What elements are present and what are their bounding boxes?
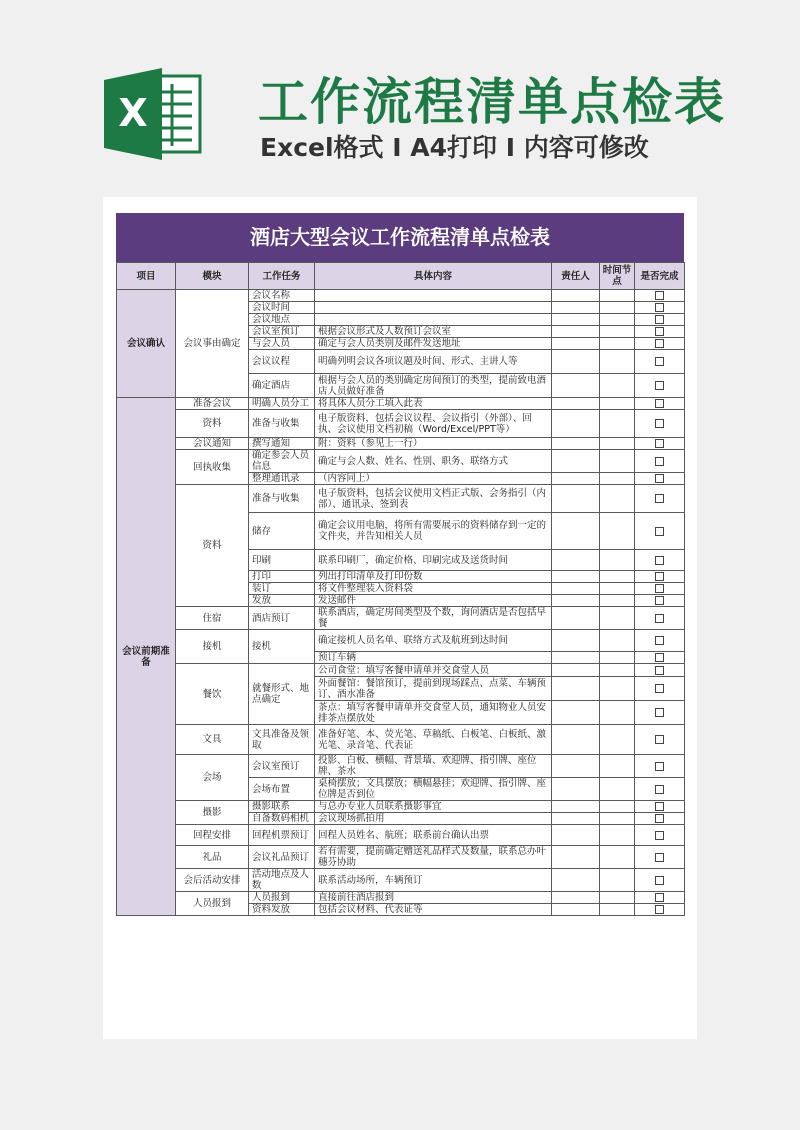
owner-cell[interactable] bbox=[552, 630, 600, 652]
deadline-cell[interactable] bbox=[600, 825, 635, 846]
done-checkbox[interactable] bbox=[655, 357, 664, 366]
excel-icon bbox=[100, 62, 204, 166]
content-cell: 确定会议用电脑，将所有需要展示的资料储存到一定的文件夹，并告知相关人员 bbox=[315, 513, 552, 550]
task-cell: 会议时间 bbox=[249, 302, 315, 314]
owner-cell[interactable] bbox=[552, 302, 600, 314]
owner-cell[interactable] bbox=[552, 583, 600, 595]
done-checkbox[interactable] bbox=[655, 399, 664, 408]
deadline-cell[interactable] bbox=[600, 350, 635, 374]
done-checkbox[interactable] bbox=[655, 584, 664, 593]
done-cell bbox=[635, 755, 685, 778]
table-row bbox=[117, 438, 685, 450]
task-cell: 自备数码相机 bbox=[249, 813, 315, 825]
deadline-cell[interactable] bbox=[600, 813, 635, 825]
module-cell: 资料 bbox=[176, 410, 249, 438]
content-cell: 明确列明会议各项议题及时间、形式、主讲人等 bbox=[315, 350, 552, 374]
table-title-banner: 酒店大型会议工作流程清单点检表 bbox=[116, 213, 684, 262]
table-row bbox=[117, 607, 685, 630]
table-row bbox=[117, 869, 685, 892]
owner-cell[interactable] bbox=[552, 571, 600, 583]
content-cell: 电子版资料，包括会议议程、会议指引（外部）、回执、会议使用文档初稿（Word/Excel/PPT等） bbox=[315, 410, 552, 438]
done-checkbox[interactable] bbox=[655, 802, 664, 811]
task-cell: 回程机票预订 bbox=[249, 825, 315, 846]
module-cell: 回程安排 bbox=[176, 825, 249, 846]
done-checkbox[interactable] bbox=[655, 814, 664, 823]
done-cell bbox=[635, 664, 685, 677]
done-checkbox[interactable] bbox=[655, 762, 664, 771]
content-cell: 会议现场抓拍用 bbox=[315, 813, 552, 825]
col-header-project: 项目 bbox=[117, 263, 176, 290]
done-checkbox[interactable] bbox=[655, 303, 664, 312]
owner-cell[interactable] bbox=[552, 892, 600, 904]
done-cell bbox=[635, 701, 685, 725]
content-cell: 联系活动场所，车辆预订 bbox=[315, 869, 552, 892]
deadline-cell[interactable] bbox=[600, 550, 635, 571]
content-cell: （内容同上） bbox=[315, 473, 552, 485]
task-cell: 酒店预订 bbox=[249, 607, 315, 630]
owner-cell[interactable] bbox=[552, 450, 600, 473]
table-row bbox=[117, 630, 685, 652]
table-header-row bbox=[117, 263, 685, 290]
owner-cell[interactable] bbox=[552, 410, 600, 438]
table-row bbox=[117, 410, 685, 438]
owner-cell[interactable] bbox=[552, 485, 600, 513]
done-checkbox[interactable] bbox=[655, 876, 664, 885]
content-cell: 预订车辆 bbox=[315, 652, 552, 664]
done-checkbox[interactable] bbox=[655, 339, 664, 348]
col-header-module: 模块 bbox=[176, 263, 249, 290]
module-cell: 会议通知 bbox=[176, 438, 249, 450]
task-cell: 打印 bbox=[249, 571, 315, 583]
col-header-content: 具体内容 bbox=[315, 263, 552, 290]
task-cell: 摄影联系 bbox=[249, 801, 315, 813]
task-cell: 明确人员分工 bbox=[249, 398, 315, 410]
done-cell bbox=[635, 550, 685, 571]
done-cell bbox=[635, 892, 685, 904]
content-cell: 电子版资料，包括会议使用文档正式版、会务指引（内部）、通讯录、签到表 bbox=[315, 485, 552, 513]
content-cell: 联系酒店，确定房间类型及个数，询问酒店是否包括早餐 bbox=[315, 607, 552, 630]
owner-cell[interactable] bbox=[552, 473, 600, 485]
task-cell: 发放 bbox=[249, 595, 315, 607]
deadline-cell[interactable] bbox=[600, 595, 635, 607]
table-row bbox=[117, 892, 685, 904]
content-cell: 联系印刷厂，确定价格、印刷完成及送货时间 bbox=[315, 550, 552, 571]
task-cell: 装订 bbox=[249, 583, 315, 595]
deadline-cell[interactable] bbox=[600, 450, 635, 473]
owner-cell[interactable] bbox=[552, 652, 600, 664]
done-cell bbox=[635, 595, 685, 607]
done-checkbox[interactable] bbox=[655, 572, 664, 581]
owner-cell[interactable] bbox=[552, 607, 600, 630]
owner-cell[interactable] bbox=[552, 846, 600, 869]
done-checkbox[interactable] bbox=[655, 735, 664, 744]
checklist-table bbox=[116, 262, 685, 916]
owner-cell[interactable] bbox=[552, 778, 600, 801]
checklist-table-container bbox=[116, 213, 684, 916]
done-checkbox[interactable] bbox=[655, 853, 664, 862]
module-cell: 住宿 bbox=[176, 607, 249, 630]
deadline-cell[interactable] bbox=[600, 438, 635, 450]
done-checkbox[interactable] bbox=[655, 527, 664, 536]
table-body bbox=[117, 290, 685, 916]
deadline-cell[interactable] bbox=[600, 398, 635, 410]
col-header-deadline: 时间节点 bbox=[600, 263, 635, 290]
owner-cell[interactable] bbox=[552, 725, 600, 755]
owner-cell[interactable] bbox=[552, 374, 600, 398]
done-cell bbox=[635, 607, 685, 630]
project-cell: 会议前期准备 bbox=[117, 398, 176, 916]
deadline-cell[interactable] bbox=[600, 338, 635, 350]
done-cell bbox=[635, 398, 685, 410]
owner-cell[interactable] bbox=[552, 513, 600, 550]
task-cell: 就餐形式、地点确定 bbox=[249, 664, 315, 725]
page-title: 工作流程清单点检表 bbox=[258, 73, 726, 131]
task-cell: 准备与收集 bbox=[249, 410, 315, 438]
done-cell bbox=[635, 410, 685, 438]
done-checkbox[interactable] bbox=[655, 439, 664, 448]
deadline-cell[interactable] bbox=[600, 473, 635, 485]
deadline-cell[interactable] bbox=[600, 846, 635, 869]
task-cell: 人员报到 bbox=[249, 892, 315, 904]
content-cell: 确定与会人数、姓名、性别、职务、联络方式 bbox=[315, 450, 552, 473]
done-cell bbox=[635, 652, 685, 664]
owner-cell[interactable] bbox=[552, 701, 600, 725]
hero-header bbox=[0, 0, 800, 200]
project-cell: 会议确认 bbox=[117, 290, 176, 398]
done-checkbox[interactable] bbox=[655, 785, 664, 794]
module-cell: 接机 bbox=[176, 630, 249, 664]
done-checkbox[interactable] bbox=[655, 831, 664, 840]
content-cell: 确定接机人员名单、联络方式及航班到达时间 bbox=[315, 630, 552, 652]
content-cell: 将文件整理装入资料袋 bbox=[315, 583, 552, 595]
deadline-cell[interactable] bbox=[600, 725, 635, 755]
owner-cell[interactable] bbox=[552, 755, 600, 778]
owner-cell[interactable] bbox=[552, 338, 600, 350]
owner-cell[interactable] bbox=[552, 290, 600, 302]
content-cell bbox=[315, 314, 552, 326]
content-cell: 与总办专业人员联系摄影事宜 bbox=[315, 801, 552, 813]
deadline-cell[interactable] bbox=[600, 314, 635, 326]
deadline-cell[interactable] bbox=[600, 290, 635, 302]
module-cell: 文具 bbox=[176, 725, 249, 755]
table-row bbox=[117, 485, 685, 513]
owner-cell[interactable] bbox=[552, 664, 600, 677]
deadline-cell[interactable] bbox=[600, 485, 635, 513]
table-row bbox=[117, 755, 685, 778]
deadline-cell[interactable] bbox=[600, 302, 635, 314]
done-checkbox[interactable] bbox=[655, 474, 664, 483]
done-cell bbox=[635, 314, 685, 326]
content-cell: 直接前往酒店报到 bbox=[315, 892, 552, 904]
content-cell: 确定与会人员类别及邮件发送地址 bbox=[315, 338, 552, 350]
deadline-cell[interactable] bbox=[600, 513, 635, 550]
done-cell bbox=[635, 778, 685, 801]
deadline-cell[interactable] bbox=[600, 904, 635, 916]
excel-icon-letter: X bbox=[118, 91, 148, 135]
owner-cell[interactable] bbox=[552, 314, 600, 326]
document-sheet bbox=[103, 197, 697, 1039]
owner-cell[interactable] bbox=[552, 438, 600, 450]
content-cell bbox=[315, 302, 552, 314]
content-cell: 列出打印清单及打印份数 bbox=[315, 571, 552, 583]
done-checkbox[interactable] bbox=[655, 893, 664, 902]
owner-cell[interactable] bbox=[552, 350, 600, 374]
done-checkbox[interactable] bbox=[655, 708, 664, 717]
table-row bbox=[117, 846, 685, 869]
deadline-cell[interactable] bbox=[600, 607, 635, 630]
deadline-cell[interactable] bbox=[600, 630, 635, 652]
task-cell: 确定酒店 bbox=[249, 374, 315, 398]
content-cell: 根据与会人员的类别确定房间预订的类型，提前致电酒店人员做好准备 bbox=[315, 374, 552, 398]
col-header-owner: 责任人 bbox=[552, 263, 600, 290]
module-cell: 准备会议 bbox=[176, 398, 249, 410]
done-cell bbox=[635, 350, 685, 374]
content-cell bbox=[315, 290, 552, 302]
task-cell: 会议名称 bbox=[249, 290, 315, 302]
content-cell: 公司食堂：填写客餐申请单并交食堂人员 bbox=[315, 664, 552, 677]
task-cell: 会议室预订 bbox=[249, 755, 315, 778]
content-cell: 投影、白板、横幅、背景墙、欢迎牌、指引牌、座位牌、茶水 bbox=[315, 755, 552, 778]
task-cell: 会议议程 bbox=[249, 350, 315, 374]
task-cell: 会场布置 bbox=[249, 778, 315, 801]
done-checkbox[interactable] bbox=[655, 666, 664, 675]
module-cell: 会后活动安排 bbox=[176, 869, 249, 892]
deadline-cell[interactable] bbox=[600, 892, 635, 904]
deadline-cell[interactable] bbox=[600, 677, 635, 701]
owner-cell[interactable] bbox=[552, 801, 600, 813]
done-cell bbox=[635, 473, 685, 485]
col-header-done: 是否完成 bbox=[635, 263, 685, 290]
done-checkbox[interactable] bbox=[655, 684, 664, 693]
done-checkbox[interactable] bbox=[655, 596, 664, 605]
done-cell bbox=[635, 630, 685, 652]
page-subtitle: Excel格式 I A4打印 I 内容可修改 bbox=[260, 133, 649, 162]
done-cell bbox=[635, 485, 685, 513]
owner-cell[interactable] bbox=[552, 326, 600, 338]
done-checkbox[interactable] bbox=[655, 905, 664, 914]
deadline-cell[interactable] bbox=[600, 801, 635, 813]
table-row bbox=[117, 725, 685, 755]
deadline-cell[interactable] bbox=[600, 664, 635, 677]
deadline-cell[interactable] bbox=[600, 374, 635, 398]
done-cell bbox=[635, 677, 685, 701]
done-checkbox[interactable] bbox=[655, 291, 664, 300]
deadline-cell[interactable] bbox=[600, 755, 635, 778]
done-cell bbox=[635, 302, 685, 314]
owner-cell[interactable] bbox=[552, 398, 600, 410]
done-checkbox[interactable] bbox=[655, 614, 664, 623]
done-cell bbox=[635, 571, 685, 583]
deadline-cell[interactable] bbox=[600, 326, 635, 338]
deadline-cell[interactable] bbox=[600, 869, 635, 892]
done-cell bbox=[635, 326, 685, 338]
done-cell bbox=[635, 290, 685, 302]
done-cell bbox=[635, 583, 685, 595]
owner-cell[interactable] bbox=[552, 550, 600, 571]
owner-cell[interactable] bbox=[552, 677, 600, 701]
done-checkbox[interactable] bbox=[655, 457, 664, 466]
done-cell bbox=[635, 450, 685, 473]
task-cell: 会议地点 bbox=[249, 314, 315, 326]
owner-cell[interactable] bbox=[552, 825, 600, 846]
content-cell: 将具体人员分工填入此表 bbox=[315, 398, 552, 410]
task-cell: 印刷 bbox=[249, 550, 315, 571]
content-cell: 发送邮件 bbox=[315, 595, 552, 607]
task-cell: 文具准备及领取 bbox=[249, 725, 315, 755]
module-cell: 回执收集 bbox=[176, 450, 249, 485]
deadline-cell[interactable] bbox=[600, 778, 635, 801]
content-cell: 外面餐馆：餐馆预订，提前到现场踩点、点菜、车辆预订、酒水准备 bbox=[315, 677, 552, 701]
content-cell: 准备好笔、本、荧光笔、草稿纸、白板笔、白板纸、激光笔、录音笔、代表证 bbox=[315, 725, 552, 755]
deadline-cell[interactable] bbox=[600, 583, 635, 595]
module-cell: 资料 bbox=[176, 485, 249, 607]
module-cell: 摄影 bbox=[176, 801, 249, 825]
done-cell bbox=[635, 801, 685, 813]
content-cell: 包括会议材料、代表证等 bbox=[315, 904, 552, 916]
module-cell: 餐饮 bbox=[176, 664, 249, 725]
done-cell bbox=[635, 438, 685, 450]
done-cell bbox=[635, 338, 685, 350]
done-cell bbox=[635, 904, 685, 916]
content-cell: 回程人员姓名、航班；联系前台确认出票 bbox=[315, 825, 552, 846]
content-cell: 附：资料（参见上一行） bbox=[315, 438, 552, 450]
content-cell: 若有需要，提前确定赠送礼品样式及数量，联系总办叶穗芬协助 bbox=[315, 846, 552, 869]
content-cell: 根据会议形式及人数预订会议室 bbox=[315, 326, 552, 338]
deadline-cell[interactable] bbox=[600, 410, 635, 438]
table-row bbox=[117, 825, 685, 846]
task-cell: 资料发放 bbox=[249, 904, 315, 916]
task-cell: 活动地点及人数 bbox=[249, 869, 315, 892]
done-cell bbox=[635, 846, 685, 869]
table-row bbox=[117, 801, 685, 813]
module-cell: 礼品 bbox=[176, 846, 249, 869]
done-checkbox[interactable] bbox=[655, 315, 664, 324]
done-checkbox[interactable] bbox=[655, 636, 664, 645]
deadline-cell[interactable] bbox=[600, 571, 635, 583]
task-cell: 会议室预订 bbox=[249, 326, 315, 338]
col-header-task: 工作任务 bbox=[249, 263, 315, 290]
done-cell bbox=[635, 513, 685, 550]
done-cell bbox=[635, 374, 685, 398]
owner-cell[interactable] bbox=[552, 813, 600, 825]
table-row bbox=[117, 450, 685, 473]
done-cell bbox=[635, 725, 685, 755]
deadline-cell[interactable] bbox=[600, 701, 635, 725]
table-row bbox=[117, 290, 685, 302]
task-cell: 撰写通知 bbox=[249, 438, 315, 450]
content-cell: 茶点：填写客餐申请单并交食堂人员，通知物业人员安排茶点摆放处 bbox=[315, 701, 552, 725]
task-cell: 确定参会人员信息 bbox=[249, 450, 315, 473]
module-cell: 会场 bbox=[176, 755, 249, 801]
done-checkbox[interactable] bbox=[655, 381, 664, 390]
table-row bbox=[117, 398, 685, 410]
content-cell: 桌椅摆放；文具摆放；横幅悬挂；欢迎牌、指引牌、座位牌是否到位 bbox=[315, 778, 552, 801]
task-cell: 会议礼品预订 bbox=[249, 846, 315, 869]
done-cell bbox=[635, 869, 685, 892]
owner-cell[interactable] bbox=[552, 595, 600, 607]
done-cell bbox=[635, 825, 685, 846]
task-cell: 与会人员 bbox=[249, 338, 315, 350]
table-row bbox=[117, 664, 685, 677]
done-checkbox[interactable] bbox=[655, 494, 664, 503]
done-checkbox[interactable] bbox=[655, 653, 664, 662]
done-checkbox[interactable] bbox=[655, 327, 664, 336]
deadline-cell[interactable] bbox=[600, 652, 635, 664]
task-cell: 准备与收集 bbox=[249, 485, 315, 513]
module-cell: 人员报到 bbox=[176, 892, 249, 916]
owner-cell[interactable] bbox=[552, 869, 600, 892]
done-checkbox[interactable] bbox=[655, 556, 664, 565]
task-cell: 储存 bbox=[249, 513, 315, 550]
task-cell: 整理通讯录 bbox=[249, 473, 315, 485]
module-cell: 会议事由确定 bbox=[176, 290, 249, 398]
owner-cell[interactable] bbox=[552, 904, 600, 916]
task-cell: 接机 bbox=[249, 630, 315, 664]
done-checkbox[interactable] bbox=[655, 419, 664, 428]
done-cell bbox=[635, 813, 685, 825]
